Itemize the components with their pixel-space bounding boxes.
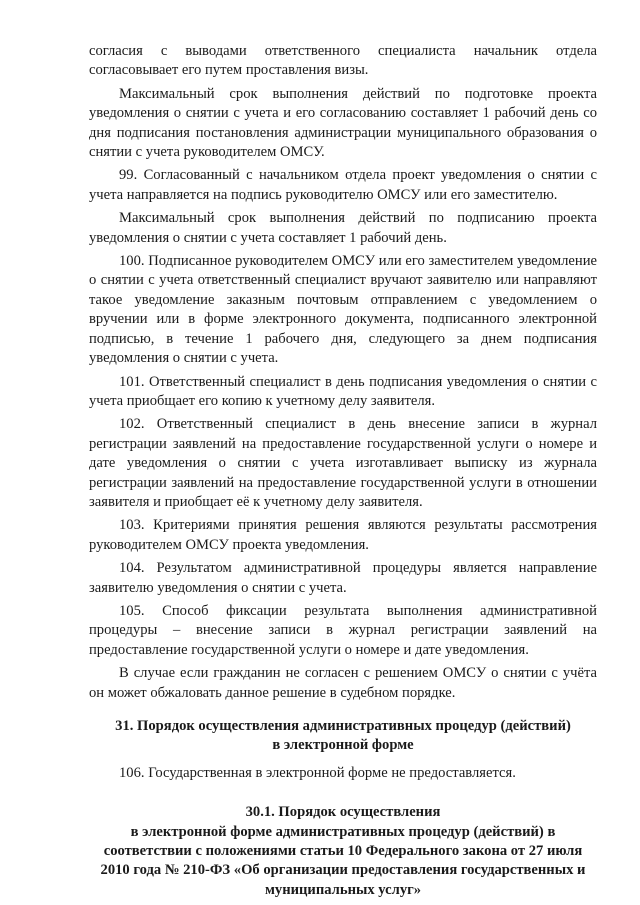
section-30-1-heading-line2: в электронной форме административных процедур (действий) в	[130, 823, 556, 840]
paragraph-105: 105. Способ фиксации результата выполнения административной процедуры – внесение записи в журнал регистрации заявлений на предоставление государственной услуги о номере и дате уведомления.	[89, 602, 597, 658]
section-30-1-heading-line1: 30.1. Порядок осуществления	[245, 804, 441, 821]
paragraph-max-term-signing: Максимальный срок выполнения действий по подписанию проекта уведомления о снятии с учета составляет 1 рабочий день.	[89, 210, 597, 246]
paragraph-103: 103. Критериями принятия решения являются результаты рассмотрения руководителем ОМСУ проекта уведомления.	[89, 517, 597, 553]
paragraph-102: 102. Ответственный специалист в день внесение записи в журнал регистрации заявлений на предоставление государственной услуги о номере и дате уведомления о снятии с учета изготавливает выписку из журнала регистрации заявлений на предоставление государственной услуги в отношении заявителя и приобщает её к учетному делу заявителя.	[89, 416, 597, 510]
section-31-heading	[89, 717, 597, 756]
paragraph-appeal: В случае если гражданин не согласен с решением ОМСУ о снятии с учёта он может обжаловать данное решение в судебном порядке.	[89, 665, 597, 701]
section-30-1-heading	[89, 803, 597, 900]
paragraph-99: 99. Согласованный с начальником отдела проект уведомления о снятии с учета направляется на подпись руководителю ОМСУ или его заместителю.	[89, 167, 597, 203]
paragraph-106: 106. Государственная в электронной форме не предоставляется.	[119, 764, 516, 781]
section-30-1-heading-line3: соответствии с положениями статьи 10 Федерального закона от 27 июля	[103, 843, 583, 860]
section-31-heading-line2: в электронной форме	[272, 737, 414, 754]
section-30-1-heading-line5: муниципальных услуг»	[264, 881, 422, 898]
section-30-1-heading-line4: 2010 года № 210-ФЗ «Об организации предоставления государственных и	[100, 862, 586, 879]
section-31-heading-line1: 31. Порядок осуществления административных процедур (действий)	[115, 718, 571, 734]
paragraph-continuation: согласия с выводами ответственного специалиста начальник отдела согласовывает его путем проставления визы.	[89, 43, 597, 79]
paragraph-104: 104. Результатом административной процедуры является направление заявителю уведомления о снятии с учета.	[89, 560, 597, 596]
paragraph-max-term-preparation: Максимальный срок выполнения действий по подготовке проекта уведомления о снятии с учета и его согласованию составляет 1 рабочий день со дня подписания постановления администрации муниципального образования о снятии с учета руководителем ОМСУ.	[89, 85, 597, 161]
paragraph-100: 100. Подписанное руководителем ОМСУ или его заместителем уведомление о снятии с учета ответственный специалист вручают заявителю или направляют такое уведомление заказным почтовым отправлением с уведомлением о вручении или в форме электронного документа, подписанного электронной подписью, в течение 1 рабочего дня, следующего за днем подписания уведомления о снятии с учета.	[89, 253, 597, 367]
paragraph-101: 101. Ответственный специалист в день подписания уведомления о снятии с учета приобщает его копию к учетному делу заявителя.	[89, 373, 597, 409]
document-page	[89, 42, 597, 900]
